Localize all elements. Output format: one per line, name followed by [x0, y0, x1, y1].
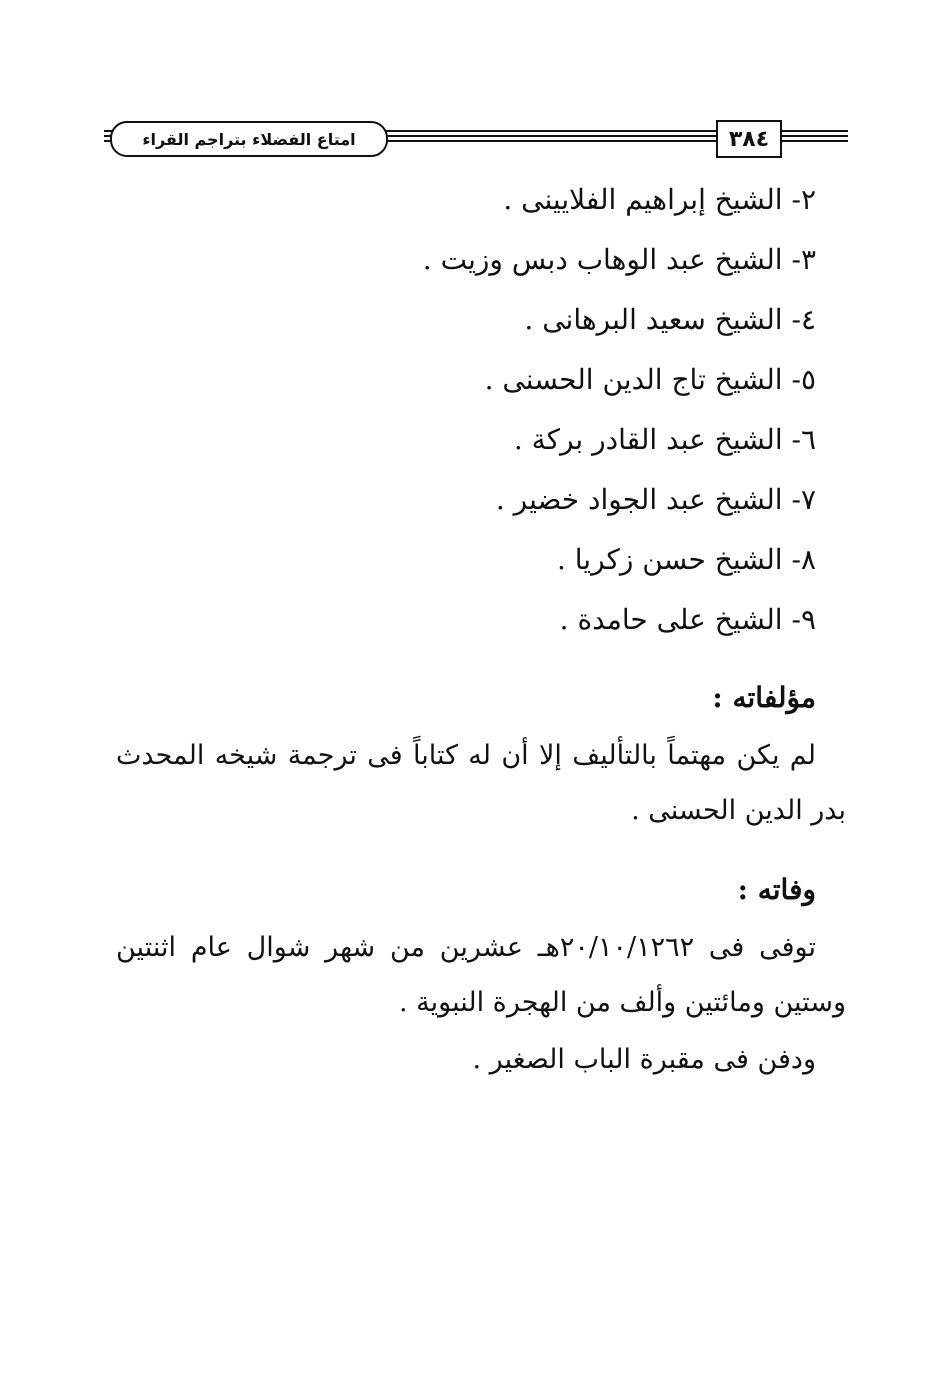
works-heading: مؤلفاته : [712, 681, 816, 714]
list-item: ٤- الشيخ سعيد البرهانى . [524, 303, 816, 336]
list-item: ٧- الشيخ عبد الجواد خضير . [495, 483, 816, 516]
death-paragraph: توفى فى ٢٠/١٠/١٢٦٢هـ عشرين من شهر شوال عام اثنتين وستين ومائتين وألف من الهجرة النبوية . [116, 932, 846, 1018]
burial-line: ودفن فى مقبرة الباب الصغير . [472, 1044, 816, 1075]
list-item: ٩- الشيخ على حامدة . [559, 603, 816, 636]
teachers-list [116, 170, 846, 650]
death-heading: وفاته : [737, 873, 816, 906]
page-number: ٣٨٤ [716, 120, 782, 158]
list-item: ٥- الشيخ تاج الدين الحسنى . [484, 363, 816, 396]
list-item: ٦- الشيخ عبد القادر بركة . [513, 423, 816, 456]
list-item: ٣- الشيخ عبد الوهاب دبس وزيت . [422, 243, 816, 276]
page-header [104, 118, 848, 162]
works-paragraph: لم يكن مهتماً بالتأليف إلا أن له كتاباً فى ترجمة شيخه المحدث بدر الدين الحسنى . [116, 740, 846, 826]
list-item: ٨- الشيخ حسن زكريا . [556, 543, 816, 576]
page-content [116, 170, 846, 1087]
list-item: ٢- الشيخ إبراهيم الفلايينى . [503, 183, 816, 216]
running-title: امتاع الفضلاء بتراجم القراء [110, 121, 388, 157]
